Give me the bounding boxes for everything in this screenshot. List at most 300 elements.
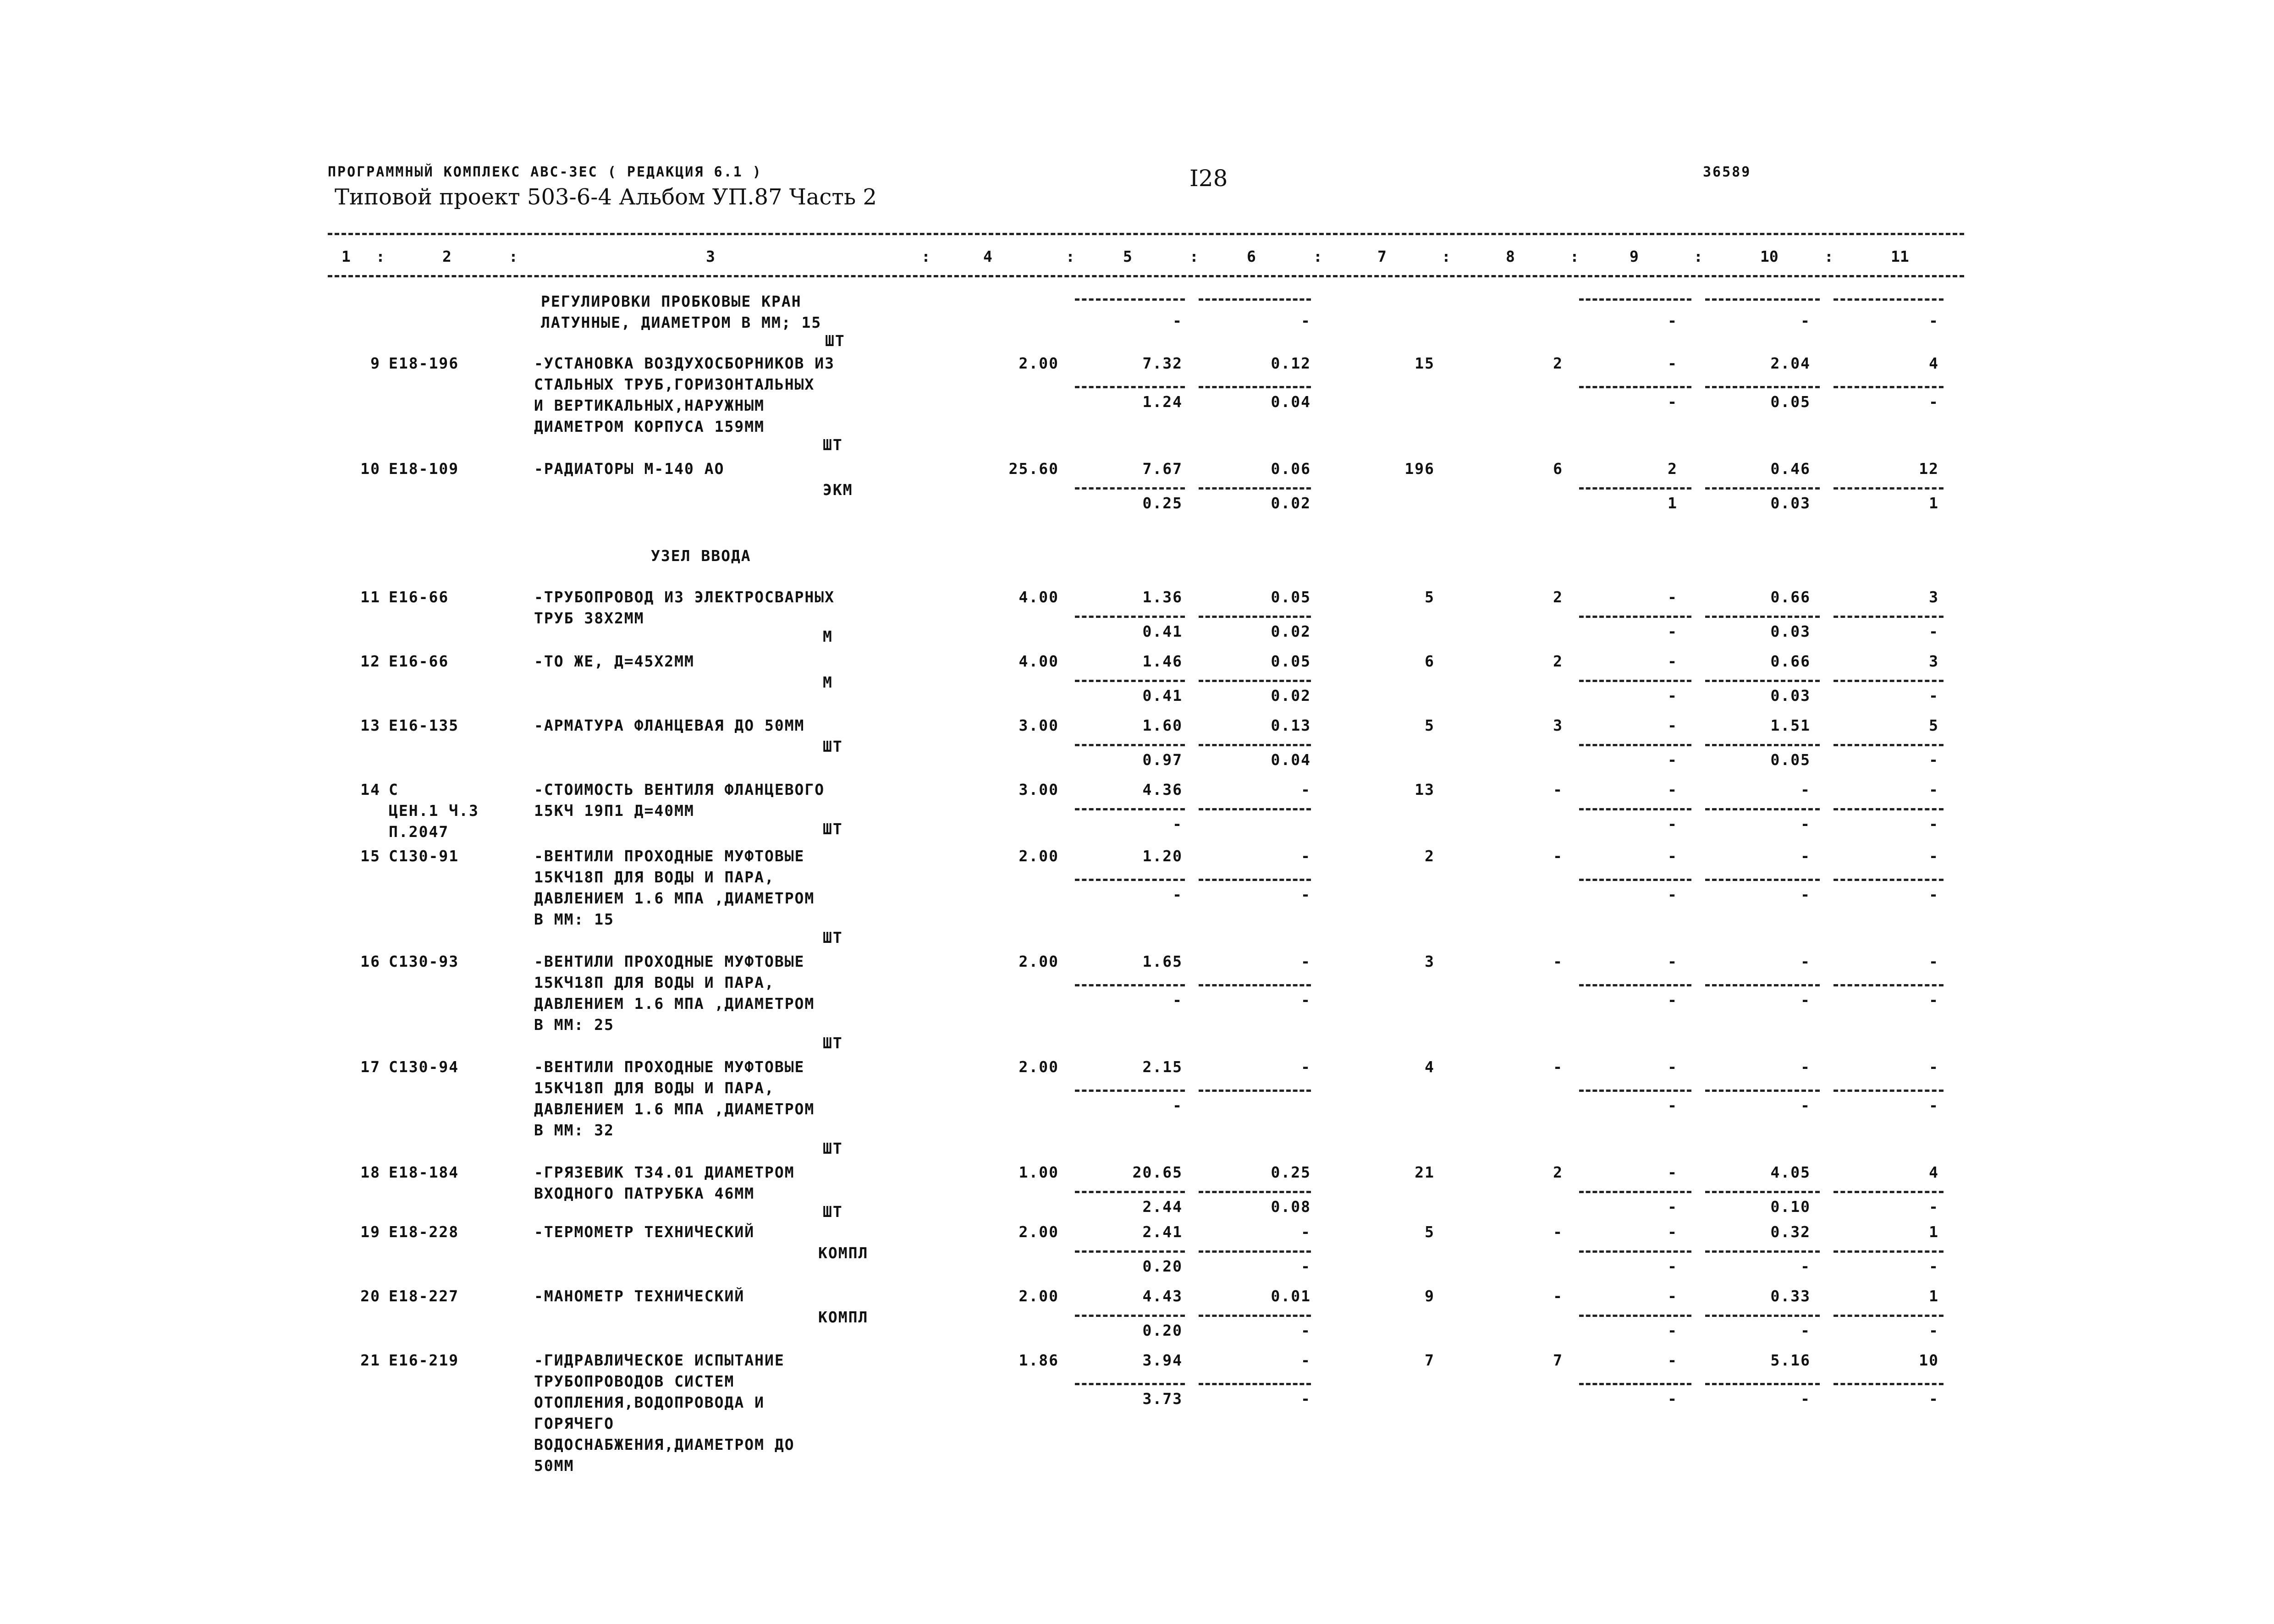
value-c9: - — [1668, 1058, 1678, 1076]
value-c6: - — [1301, 781, 1311, 798]
value-divider — [1075, 616, 1185, 618]
value-b10: - — [1800, 1096, 1811, 1115]
value-b11: 1 — [1929, 494, 1939, 512]
value-divider — [1705, 1383, 1820, 1385]
value-divider — [1199, 487, 1311, 490]
value-c9: - — [1668, 1287, 1678, 1305]
header-rule-bottom — [328, 275, 1964, 277]
value-divider — [1199, 386, 1311, 388]
description-line: 50ММ — [534, 1457, 574, 1475]
value-c5: 2.41 — [1142, 1223, 1183, 1241]
value-b10: - — [1800, 1257, 1811, 1276]
row-number: 13 — [360, 716, 380, 734]
value-b6: - — [1301, 886, 1311, 904]
value-divider — [1199, 744, 1311, 746]
value-c8: - — [1553, 1223, 1563, 1241]
value-b9: - — [1668, 815, 1678, 833]
value-divider — [1705, 616, 1820, 618]
code-line: ЦЕН.1 Ч.3 — [389, 802, 479, 820]
value-divider — [1579, 1250, 1691, 1253]
value-b10: 0.05 — [1770, 393, 1811, 411]
row-number: 10 — [360, 460, 380, 478]
row-number: 21 — [360, 1351, 380, 1369]
value-c9: 2 — [1668, 460, 1678, 478]
description-line: ДИАМЕТРОМ КОРПУСА 159ММ — [534, 418, 765, 435]
code-line: Е16-219 — [389, 1351, 459, 1369]
value-b10: 0.03 — [1770, 494, 1811, 512]
value-c9: - — [1668, 1163, 1678, 1181]
value-divider — [1705, 744, 1820, 746]
value-c10: 0.66 — [1770, 652, 1811, 670]
value-b5: 1.24 — [1142, 393, 1183, 411]
value-c9: - — [1668, 312, 1678, 330]
value-b11: - — [1929, 815, 1939, 833]
value-c7: 2 — [1425, 847, 1435, 865]
value-c7: 21 — [1415, 1163, 1435, 1181]
value-c4: 2.00 — [1019, 354, 1059, 372]
description-line: В ММ: 25 — [534, 1016, 614, 1034]
value-c5: 2.15 — [1142, 1058, 1183, 1076]
value-c8: - — [1553, 847, 1563, 865]
unit-label: КОМПЛ — [818, 1244, 869, 1262]
value-c5: 7.67 — [1142, 460, 1183, 478]
value-c10: 0.32 — [1770, 1223, 1811, 1241]
column-header-9: 9 — [1630, 248, 1639, 265]
code-line: П.2047 — [389, 823, 449, 841]
value-b6: - — [1301, 1390, 1311, 1408]
value-c9: - — [1668, 847, 1678, 865]
description-line: 15КЧ 19П1 Д=40ММ — [534, 802, 694, 820]
value-c11: 3 — [1929, 652, 1939, 670]
description-line: -ВЕНТИЛИ ПРОХОДНЫЕ МУФТОВЫЕ — [534, 1058, 805, 1076]
value-c7: 3 — [1425, 952, 1435, 970]
description-line: ДАВЛЕНИЕМ 1.6 МПА ,ДИАМЕТРОМ — [534, 889, 815, 907]
code-line: Е16-135 — [389, 716, 459, 734]
value-c11: 1 — [1929, 1287, 1939, 1305]
value-c7: 13 — [1415, 781, 1435, 798]
value-divider — [1834, 680, 1944, 682]
value-b9: - — [1668, 687, 1678, 705]
value-c11: - — [1929, 952, 1939, 970]
description-line: И ВЕРТИКАЛЬНЫХ,НАРУЖНЫМ — [534, 396, 765, 414]
row-number: 20 — [360, 1287, 380, 1305]
value-divider — [1579, 808, 1691, 810]
value-c5: 1.46 — [1142, 652, 1183, 670]
value-divider — [1834, 616, 1944, 618]
value-b6: - — [1301, 1257, 1311, 1276]
description-line: ЛАТУННЫЕ, ДИАМЕТРОМ В ММ; 15 — [541, 314, 822, 331]
value-divider — [1579, 616, 1691, 618]
value-c7: 4 — [1425, 1058, 1435, 1076]
value-c7: 5 — [1425, 1223, 1435, 1241]
value-b5: 0.41 — [1142, 687, 1183, 705]
value-b11: - — [1929, 1198, 1939, 1216]
value-b10: 0.03 — [1770, 622, 1811, 641]
value-divider — [1834, 1383, 1944, 1385]
value-divider — [1199, 298, 1311, 301]
code-line: Е18-184 — [389, 1163, 459, 1181]
value-c6: 0.12 — [1271, 354, 1311, 372]
value-divider — [1834, 1250, 1944, 1253]
value-c7: 5 — [1425, 716, 1435, 734]
description-line: 15КЧ18П ДЛЯ ВОДЫ И ПАРА, — [534, 1079, 775, 1097]
value-c8: - — [1553, 1058, 1563, 1076]
value-c11: 1 — [1929, 1223, 1939, 1241]
value-c9: - — [1668, 952, 1678, 970]
value-c6: 0.25 — [1271, 1163, 1311, 1181]
value-c7: 5 — [1425, 588, 1435, 606]
value-b11: - — [1929, 1321, 1939, 1340]
value-divider — [1579, 1090, 1691, 1092]
value-c4: 2.00 — [1019, 1287, 1059, 1305]
value-c5: 4.36 — [1142, 781, 1183, 798]
code-line: С130-94 — [389, 1058, 459, 1076]
value-b10: 0.10 — [1770, 1198, 1811, 1216]
value-divider — [1834, 1090, 1944, 1092]
value-c6: 0.05 — [1271, 588, 1311, 606]
column-separator: : — [1442, 248, 1451, 265]
unit-label: ШТ — [823, 929, 843, 947]
value-b5: 3.73 — [1142, 1390, 1183, 1408]
value-c8: 3 — [1553, 716, 1563, 734]
value-divider — [1579, 1191, 1691, 1193]
code-line: С130-91 — [389, 847, 459, 865]
value-divider — [1075, 680, 1185, 682]
description-line: -ТО ЖЕ, Д=45Х2ММ — [534, 652, 694, 670]
value-b11: - — [1929, 622, 1939, 641]
value-b9: - — [1668, 622, 1678, 641]
description-line: -ГИДРАВЛИЧЕСКОЕ ИСПЫТАНИЕ — [534, 1351, 785, 1369]
column-header-4: 4 — [983, 248, 992, 265]
value-c10: 0.66 — [1770, 588, 1811, 606]
value-c6: 0.05 — [1271, 652, 1311, 670]
value-c9: - — [1668, 781, 1678, 798]
code-line: С130-93 — [389, 952, 459, 970]
page-number: I28 — [1189, 165, 1228, 192]
value-c11: 12 — [1919, 460, 1939, 478]
value-divider — [1705, 1250, 1820, 1253]
value-c11: - — [1929, 847, 1939, 865]
value-c8: - — [1553, 952, 1563, 970]
description-line: ДАВЛЕНИЕМ 1.6 МПА ,ДИАМЕТРОМ — [534, 1100, 815, 1118]
code-line: Е18-227 — [389, 1287, 459, 1305]
description-line: -ТЕРМОМЕТР ТЕХНИЧЕСКИЙ — [534, 1223, 755, 1241]
description-line: РЕГУЛИРОВКИ ПРОБКОВЫЕ КРАН — [541, 292, 802, 310]
value-divider — [1834, 879, 1944, 881]
value-c10: - — [1800, 1058, 1811, 1076]
value-b10: - — [1800, 1390, 1811, 1408]
value-c10: - — [1800, 952, 1811, 970]
value-c5: - — [1173, 312, 1183, 330]
value-c10: 0.33 — [1770, 1287, 1811, 1305]
value-c7: 196 — [1404, 460, 1435, 478]
value-b9: - — [1668, 393, 1678, 411]
value-b5: 0.25 — [1142, 494, 1183, 512]
row-number: 11 — [360, 588, 380, 606]
unit-label: ШТ — [823, 436, 843, 454]
column-header-3: 3 — [706, 248, 715, 265]
value-c10: 0.46 — [1770, 460, 1811, 478]
value-b10: - — [1800, 1321, 1811, 1340]
value-b11: - — [1929, 991, 1939, 1009]
description-line: ОТОПЛЕНИЯ,ВОДОПРОВОДА И — [534, 1393, 765, 1411]
value-c4: 4.00 — [1019, 652, 1059, 670]
value-c5: 7.32 — [1142, 354, 1183, 372]
value-b6: 0.04 — [1271, 751, 1311, 769]
value-divider — [1199, 879, 1311, 881]
value-b6: - — [1301, 1321, 1311, 1340]
description-line: В ММ: 32 — [534, 1121, 614, 1139]
column-separator: : — [509, 248, 518, 265]
value-c8: 2 — [1553, 1163, 1563, 1181]
description-line: ТРУБ 38Х2ММ — [534, 609, 644, 627]
value-divider — [1579, 879, 1691, 881]
value-divider — [1834, 298, 1944, 301]
code-line: Е16-66 — [389, 652, 449, 670]
value-divider — [1579, 1383, 1691, 1385]
value-c11: - — [1929, 781, 1939, 798]
value-b9: - — [1668, 1321, 1678, 1340]
value-c4: 1.00 — [1019, 1163, 1059, 1181]
value-c4: 3.00 — [1019, 716, 1059, 734]
description-line: ДАВЛЕНИЕМ 1.6 МПА ,ДИАМЕТРОМ — [534, 995, 815, 1013]
value-b10: - — [1800, 815, 1811, 833]
column-separator: : — [1694, 248, 1703, 265]
row-number: 15 — [360, 847, 380, 865]
description-line: -УСТАНОВКА ВОЗДУХОСБОРНИКОВ ИЗ — [534, 354, 835, 372]
value-divider — [1199, 1383, 1311, 1385]
value-c6: 0.06 — [1271, 460, 1311, 478]
value-b11: - — [1929, 687, 1939, 705]
code-line: С — [389, 781, 399, 798]
value-c11: 10 — [1919, 1351, 1939, 1369]
value-b5: 0.20 — [1142, 1321, 1183, 1340]
unit-label: КОМПЛ — [818, 1308, 869, 1326]
value-divider — [1834, 744, 1944, 746]
value-divider — [1075, 1191, 1185, 1193]
row-number: 18 — [360, 1163, 380, 1181]
value-divider — [1705, 1090, 1820, 1092]
value-b9: - — [1668, 991, 1678, 1009]
value-b5: 0.97 — [1142, 751, 1183, 769]
value-c8: 2 — [1553, 588, 1563, 606]
value-b6: 0.02 — [1271, 687, 1311, 705]
unit-label: ШТ — [823, 1203, 843, 1221]
value-c6: - — [1301, 847, 1311, 865]
value-divider — [1579, 680, 1691, 682]
value-b10: - — [1800, 886, 1811, 904]
value-c10: 5.16 — [1770, 1351, 1811, 1369]
description-line: ВОДОСНАБЖЕНИЯ,ДИАМЕТРОМ ДО — [534, 1436, 795, 1453]
code-line: Е18-228 — [389, 1223, 459, 1241]
column-header-2: 2 — [442, 248, 451, 265]
value-c6: - — [1301, 312, 1311, 330]
value-divider — [1199, 616, 1311, 618]
value-c9: - — [1668, 1223, 1678, 1241]
value-divider — [1199, 1315, 1311, 1317]
value-c4: 2.00 — [1019, 847, 1059, 865]
value-b6: 0.02 — [1271, 622, 1311, 641]
value-divider — [1834, 487, 1944, 490]
description-line: -МАНОМЕТР ТЕХНИЧЕСКИЙ — [534, 1287, 745, 1305]
value-b11: - — [1929, 886, 1939, 904]
value-c4: 3.00 — [1019, 781, 1059, 798]
value-c10: - — [1800, 781, 1811, 798]
value-divider — [1199, 808, 1311, 810]
value-divider — [1705, 680, 1820, 682]
column-separator: : — [1570, 248, 1579, 265]
value-b10: 0.03 — [1770, 687, 1811, 705]
value-b11: - — [1929, 1096, 1939, 1115]
value-c7: 6 — [1425, 652, 1435, 670]
value-divider — [1834, 808, 1944, 810]
value-b9: - — [1668, 886, 1678, 904]
column-header-11: 11 — [1891, 248, 1909, 265]
value-b9: - — [1668, 751, 1678, 769]
value-c8: 6 — [1553, 460, 1563, 478]
code-line: Е18-196 — [389, 354, 459, 372]
value-b5: 0.20 — [1142, 1257, 1183, 1276]
column-header-1: 1 — [341, 248, 351, 265]
description-line: -СТОИМОСТЬ ВЕНТИЛЯ ФЛАНЦЕВОГО — [534, 781, 825, 798]
column-separator: : — [1824, 248, 1834, 265]
value-c5: 1.20 — [1142, 847, 1183, 865]
value-divider — [1199, 1250, 1311, 1253]
column-header-6: 6 — [1247, 248, 1256, 265]
value-c4: 2.00 — [1019, 1223, 1059, 1241]
row-number: 16 — [360, 952, 380, 970]
value-b5: 0.41 — [1142, 622, 1183, 641]
value-b9: 1 — [1668, 494, 1678, 512]
value-c4: 25.60 — [1008, 460, 1059, 478]
value-divider — [1705, 808, 1820, 810]
value-divider — [1075, 1315, 1185, 1317]
value-divider — [1199, 1090, 1311, 1092]
unit-label: ШТ — [823, 820, 843, 838]
value-c4: 2.00 — [1019, 952, 1059, 970]
value-b9: - — [1668, 1096, 1678, 1115]
value-b9: - — [1668, 1390, 1678, 1408]
value-c9: - — [1668, 716, 1678, 734]
row-number: 12 — [360, 652, 380, 670]
value-divider — [1199, 984, 1311, 986]
column-separator: : — [1066, 248, 1075, 265]
value-c7: 15 — [1415, 354, 1435, 372]
unit-label: ШТ — [825, 332, 845, 350]
value-divider — [1075, 298, 1185, 301]
unit-label: М — [823, 673, 833, 691]
value-divider — [1075, 744, 1185, 746]
row-number: 19 — [360, 1223, 380, 1241]
value-c10: - — [1800, 312, 1811, 330]
value-divider — [1075, 487, 1185, 490]
value-divider — [1834, 1315, 1944, 1317]
description-line: ТРУБОПРОВОДОВ СИСТЕМ — [534, 1372, 735, 1390]
value-c5: 1.60 — [1142, 716, 1183, 734]
value-divider — [1579, 487, 1691, 490]
value-b6: 0.04 — [1271, 393, 1311, 411]
value-c6: 0.01 — [1271, 1287, 1311, 1305]
value-c5: 4.43 — [1142, 1287, 1183, 1305]
value-b5: 2.44 — [1142, 1198, 1183, 1216]
unit-label: ШТ — [823, 738, 843, 755]
document-number: 36589 — [1703, 164, 1751, 180]
value-c8: - — [1553, 781, 1563, 798]
value-divider — [1705, 1315, 1820, 1317]
value-b6: - — [1301, 991, 1311, 1009]
value-c6: 0.13 — [1271, 716, 1311, 734]
description-line: 15КЧ18П ДЛЯ ВОДЫ И ПАРА, — [534, 868, 775, 886]
program-header: ПРОГРАММНЫЙ КОМПЛЕКС АВС-ЗЕС ( РЕДАКЦИЯ 6.1 ) — [328, 164, 762, 180]
value-b5: - — [1173, 991, 1183, 1009]
value-c9: - — [1668, 1351, 1678, 1369]
value-b10: 0.05 — [1770, 751, 1811, 769]
value-c8: - — [1553, 1287, 1563, 1305]
description-line: -ТРУБОПРОВОД ИЗ ЭЛЕКТРОСВАРНЫХ — [534, 588, 835, 606]
column-separator: : — [1313, 248, 1322, 265]
column-header-8: 8 — [1506, 248, 1515, 265]
value-divider — [1075, 984, 1185, 986]
value-divider — [1199, 1191, 1311, 1193]
value-divider — [1579, 386, 1691, 388]
value-divider — [1834, 386, 1944, 388]
value-divider — [1075, 808, 1185, 810]
value-divider — [1705, 984, 1820, 986]
value-divider — [1705, 386, 1820, 388]
value-b10: - — [1800, 991, 1811, 1009]
value-b5: - — [1173, 1096, 1183, 1115]
value-b11: - — [1929, 751, 1939, 769]
value-b9: - — [1668, 1257, 1678, 1276]
value-divider — [1705, 879, 1820, 881]
description-line: В ММ: 15 — [534, 910, 614, 928]
value-b11: - — [1929, 393, 1939, 411]
value-divider — [1705, 1191, 1820, 1193]
value-c9: - — [1668, 354, 1678, 372]
description-line: 15КЧ18П ДЛЯ ВОДЫ И ПАРА, — [534, 974, 775, 991]
value-b5: - — [1173, 815, 1183, 833]
value-c5: 3.94 — [1142, 1351, 1183, 1369]
code-line: Е16-66 — [389, 588, 449, 606]
value-b5: - — [1173, 886, 1183, 904]
description-line: -ВЕНТИЛИ ПРОХОДНЫЕ МУФТОВЫЕ — [534, 847, 805, 865]
value-c6: - — [1301, 1058, 1311, 1076]
value-c8: 7 — [1553, 1351, 1563, 1369]
value-divider — [1199, 680, 1311, 682]
value-divider — [1075, 1090, 1185, 1092]
value-c10: 2.04 — [1770, 354, 1811, 372]
value-c10: - — [1800, 847, 1811, 865]
description-line: СТАЛЬНЫХ ТРУБ,ГОРИЗОНТАЛЬНЫХ — [534, 375, 815, 393]
unit-label: М — [823, 628, 833, 645]
row-number: 17 — [360, 1058, 380, 1076]
description-line: -АРМАТУРА ФЛАНЦЕВАЯ ДО 50ММ — [534, 716, 805, 734]
value-divider — [1075, 1250, 1185, 1253]
value-c11: - — [1929, 312, 1939, 330]
value-c8: 2 — [1553, 652, 1563, 670]
value-c7: 9 — [1425, 1287, 1435, 1305]
value-divider — [1834, 1191, 1944, 1193]
column-header-7: 7 — [1377, 248, 1387, 265]
value-c10: 4.05 — [1770, 1163, 1811, 1181]
description-line: -ВЕНТИЛИ ПРОХОДНЫЕ МУФТОВЫЕ — [534, 952, 805, 970]
unit-label: ЭКМ — [823, 481, 853, 499]
unit-label: ШТ — [823, 1034, 843, 1052]
column-separator: : — [376, 248, 385, 265]
value-c4: 2.00 — [1019, 1058, 1059, 1076]
value-c7: 7 — [1425, 1351, 1435, 1369]
value-c11: - — [1929, 1058, 1939, 1076]
